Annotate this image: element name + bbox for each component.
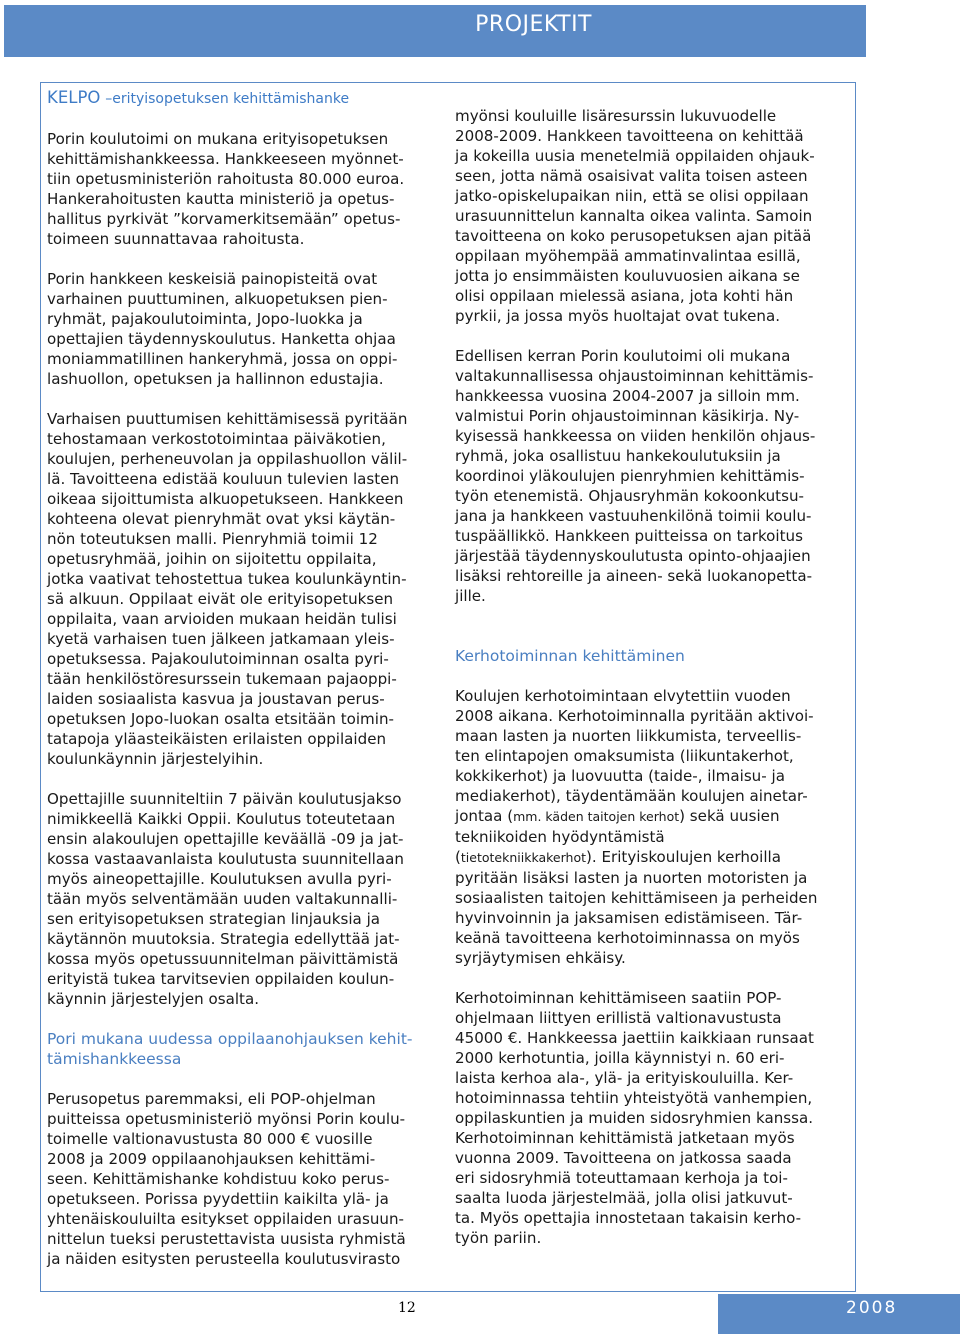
left-paragraph-2: Porin hankkeen keskeisiä painopisteitä ovat varhainen puuttuminen, alkuopetuksen pien- ryhmät, pajakoulutoiminta, Jopo-luokka ja opettajien täydennyskoulutus. Hanketta ohjaa moniammatillinen hankeryhmä, jossa on oppi- lashuollon, opetuksen ja hallinnon edustajia. [47,270,398,388]
left-paragraph-1: Porin koulutoimi on mukana erityisopetuksen kehittämishankkeessa. Hankkeeseen myönnet- tiin opetusministeriön rahoitusta 80.000 euroa. Hankerahoitusten kautta ministeriö ja opetus- hallitus pyrkivät ”korvamerkitsemään” opetus- toimeen suunnattavaa rahoitusta. [47,130,405,248]
heading-sub: –erityisopetuksen kehittämishanke [105,91,350,107]
subsection-heading-pori: Pori mukana uudessa oppilaanohjauksen kehit- tämishankkeessa [47,1030,413,1068]
right-paragraph-2: Edellisen kerran Porin koulutoimi oli mukana valtakunnallisessa ohjaustoiminnan kehittämis- hankkeessa vuosina 2004-2007 ja silloin mm. valmistui Porin ohjaustoiminnan käsikirja. Ny- kyisessä hankkeessa on viiden henkilön ohjaus- ryhmä, joka osallistuu hankekoulutuksiin ja koordinoi yläkoulujen pienryhmien kehittämis- työn etenemistä. Ohjausryhmän kokoonkutsu- jana ja hankkeen vastuuhenkilönä toimii koulu- tuspäällikkö. Hankkeen puitteissa on tarkoitus järjestää täydennyskoulutusta opinto-ohjaajien lisäksi rehtoreille ja aineen- sekä luokanopetta- jille. [455,347,816,605]
article-heading [47,88,445,109]
footer-year: 2008 [846,1298,898,1318]
left-column [47,88,445,1269]
right-column [455,106,852,1248]
left-paragraph-3: Varhaisen puuttumisen kehittämisessä pyritään tehostamaan verkostotoimintaa päiväkotien, koulujen, perheneuvolan ja oppilashuollon välil- lä. Tavoitteena edistää kouluun tulevien lasten oikeaa sijoittumista alkuopetukseen. Hankkeen kohteena olevat pienryhmät ovat yksi käytän- nön toteutuksen malli. Pienryhmiä toimii 12 opetusryhmää, joihin on sijoitettu oppilaita, jotka vaativat tehostettua tukea koulunkäyntin- sä alkuun. Oppilaat eivät ole erityisopetuksen oppilaita, vaan arvioiden mukaan heidän tulisi kyetä varhaisen tuen jälkeen jatkamaan yleis- opetuksessa. Pajakoulutoiminnan osalta pyri- tään henkilöstöresurssein tukemaan pajaoppi- laiden sosiaalista kasvua ja joustavan perus- opetuksen Jopo-luokan osalta etsitään toimin- tatapoja yläasteikäisten erilaisten oppilaiden koulunkäynnin järjestelyihin. [47,410,408,768]
footer-bar [718,1294,960,1334]
subsection-heading-kerho: Kerhotoiminnan kehittäminen [455,647,685,665]
right-paragraph-3-small-a: mm. käden taitojen kerhot [513,809,680,824]
page-number: 12 [398,1300,416,1316]
header-bar [4,5,866,57]
right-paragraph-3-part-c: ). Erityiskoulujen kerhoilla pyritään lisäksi lasten ja nuorten motoristen ja sosiaalisten taitojen kehittämiseen ja perheiden hyvinvoinnin ja jaksamisen edistämiseen. Tär- keänä tavoitteena kerhotoiminnassa on myös syrjäytymisen ehkäisy. [455,848,818,967]
right-paragraph-4: Kerhotoiminnan kehittämiseen saatiin POP- ohjelmaan liittyen erillistä valtionavustusta 45000 €. Hankkeessa jaettiin kaikkiaan runsaat 2000 kerhotuntia, joilla käynnistyi n. 60 eri- laista kerhoa ala-, ylä- ja erityiskouluilla. Ker- hotoiminnassa tehtiin yhteistyötä vanhempien, oppilaskuntien ja muiden sidosryhmien kanssa. Kerhotoiminnan kehittämistä jatketaan myös vuonna 2009. Tavoitteena on jatkossa saada eri sidosryhmiä toteuttamaan kerhoja ja toi- saalta luoda järjestelmää, jolla olisi jatkuvut- ta. Myös opettajia innostetaan takaisin kerho- työn pariin. [455,989,814,1247]
left-paragraph-5: Perusopetus paremmaksi, eli POP-ohjelman puitteissa opetusministeriö myönsi Porin koulu- toimelle valtionavustusta 80 000 € vuosille 2008 ja 2009 oppilaanohjauksen kehittämi- seen. Kehittämishanke kohdistuu koko perus- opetukseen. Porissa pyydettiin kaikilta ylä- ja yhtenäiskouluilta esitykset oppilaiden urasuun- nittelun tueksi perustettavista uusista ryhmistä ja näiden esitysten perusteella koulutusvirasto [47,1090,406,1268]
right-paragraph-3 [455,686,852,968]
right-paragraph-3-part-a: Koulujen kerhotoimintaan elvytettiin vuoden 2008 aikana. Kerhotoiminnalla pyritään aktivoi- maan lasten ja nuorten liikkumista, terveellis- ten elintapojen omaksumista (liikuntakerhot, kokkikerhot) ja luovuutta (taide-, ilmaisu- ja mediakerhot), täydentämään koulujen ainetar- jontaa ( [455,687,814,825]
right-paragraph-1: myönsi kouluille lisäresurssin lukuvuodelle 2008-2009. Hankkeen tavoitteena on kehittää ja kokeilla uusia menetelmiä oppilaiden ohjauk- seen, jotta nämä osaisivat valita toisen asteen jatko-opiskelupaikan niin, että se olisi oppilaan urasuunnittelun kannalta oikea valinta. Samoin tavoitteena on koko perusopetuksen ajan pitää oppilaan myöhempää ammatinvalintaa esillä, jotta jo ensimmäisten kouluvuosien aikana se olisi oppilaan mielessä asiana, jota kohti hän pyrkii, ja jossa myös huoltajat ovat tukena. [455,107,815,325]
right-paragraph-3-part-b: ) sekä uusien tekniikoiden hyödyntämistä ( [455,807,780,866]
left-paragraph-4: Opettajille suunniteltiin 7 päivän koulutusjakso nimikkeellä Kaikki Oppii. Koulutus toteutetaan ensin alakoulujen opettajille keväällä -09 ja jat- kossa vastaavanlaista koulutusta suunnitellaan myös aineopettajille. Koulutuksen avulla pyri- tään myös selventämään uuden valtakunnalli- sen erityisopetuksen strategian linjauksia ja käytännön muutoksia. Strategia edellyttää jat- kossa myös opetussuunnitelman päivittämistä erityistä tukea tarvitsevien oppilaiden koulun- käynnin järjestelyjen osalta. [47,790,404,1008]
right-paragraph-3-small-b: tietotekniikkakerhot [460,850,586,865]
section-title: PROJEKTIT [475,12,592,37]
heading-main: KELPO [47,88,101,107]
